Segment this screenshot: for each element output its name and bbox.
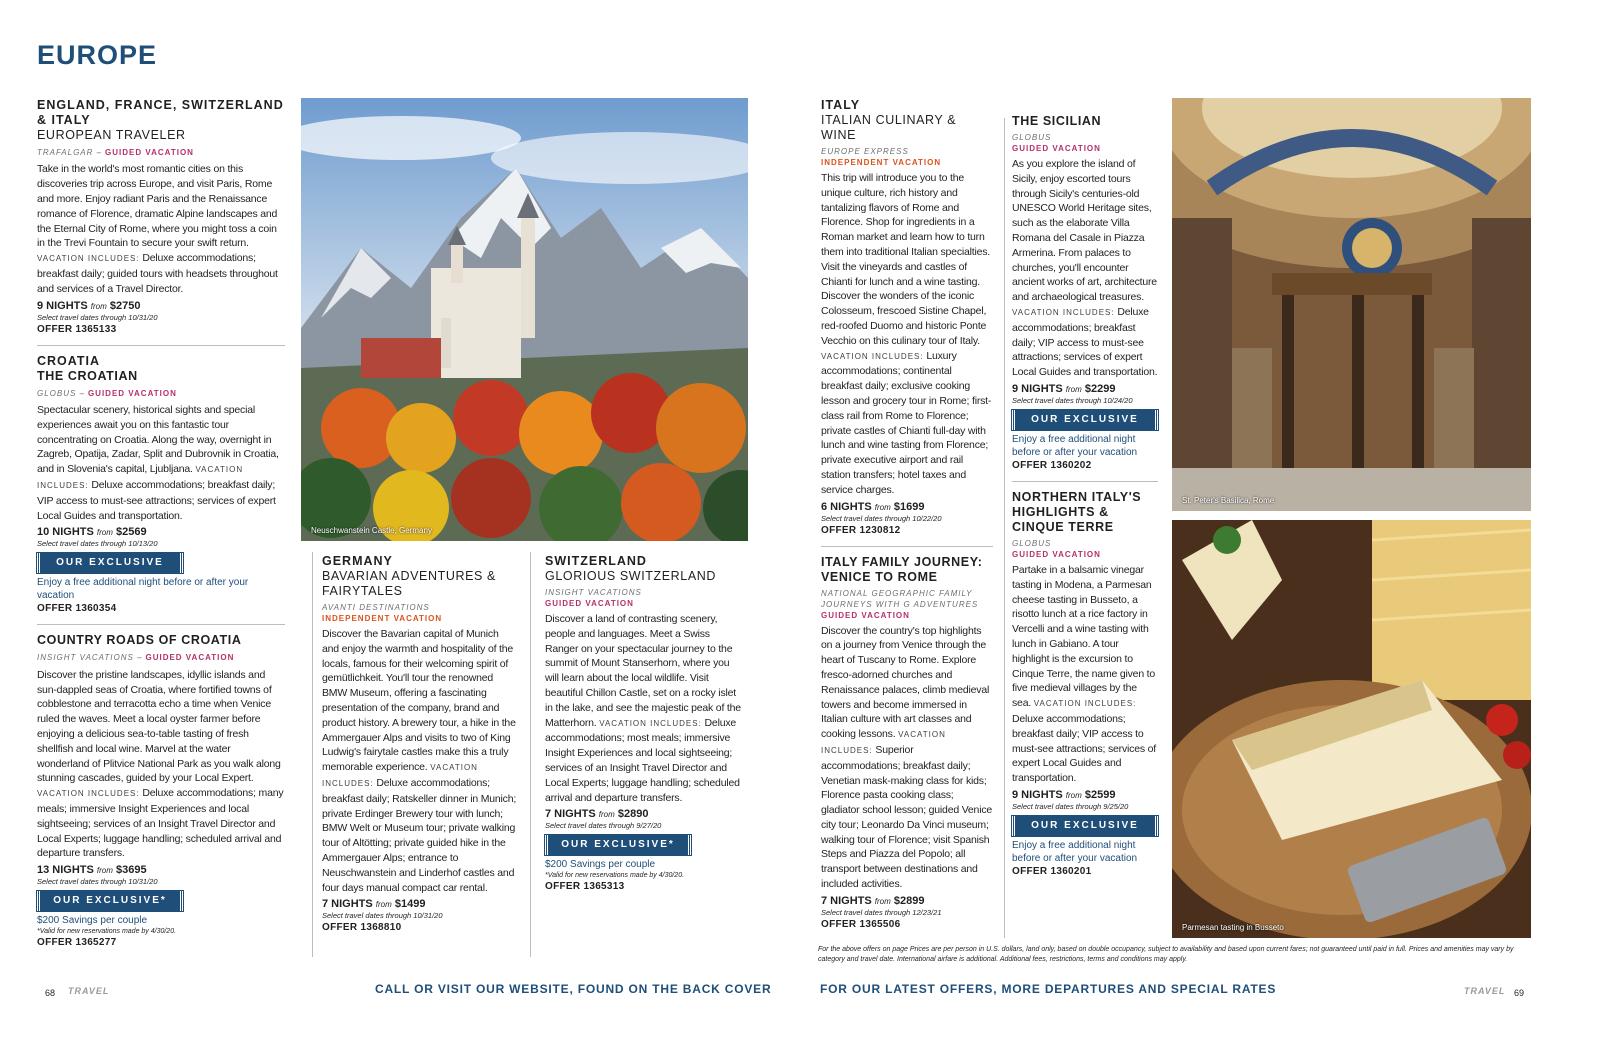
page-title: EUROPE xyxy=(37,40,158,70)
includes-label: VACATION INCLUDES: xyxy=(1012,307,1115,317)
page-number-left: 68 xyxy=(45,988,56,998)
footer-right: FOR OUR LATEST OFFERS, MORE DEPARTURES AND SPECIAL RATES xyxy=(820,982,1277,996)
includes-label: VACATION INCLUDES: xyxy=(599,718,702,728)
column-divider xyxy=(1004,118,1005,938)
footer-left: CALL OR VISIT OUR WEBSITE, FOUND ON THE BACK COVER xyxy=(375,982,772,996)
column-italy xyxy=(821,98,993,948)
column-sicily xyxy=(1012,114,1158,895)
from-label: from xyxy=(874,502,891,512)
cheese-illustration xyxy=(1172,520,1531,938)
includes-label: VACATION INCLUDES: xyxy=(37,789,140,799)
exclusive-note: $200 Savings per couple xyxy=(545,859,656,871)
offer-number: OFFER 1360354 xyxy=(37,603,117,615)
vacation-type: GUIDED VACATION xyxy=(821,610,910,620)
tour-name: THE SICILIAN xyxy=(1012,114,1102,128)
our-exclusive-badge: OUR EXCLUSIVE* xyxy=(545,835,691,855)
nights: 13 NIGHTS xyxy=(37,864,94,877)
vacation-type: GUIDED VACATION xyxy=(145,653,235,663)
description: Discover the country's top highlights on a journey from Venice through the heart of Tuscany to Rome. Explore fresco-adorned churches and Renaissance palaces, climb medieval towers and become immersed in Italian culture with art classes and cooking lessons. xyxy=(821,624,990,741)
tour-name: EUROPEAN TRAVELER xyxy=(37,128,186,142)
photo-caption: St. Peter's Basilica, Rome xyxy=(1182,496,1275,505)
operator: AVANTI DESTINATIONS xyxy=(322,603,430,612)
from-label: from xyxy=(375,900,392,910)
operator: EUROPE EXPRESS xyxy=(821,147,909,156)
our-exclusive-badge: OUR EXCLUSIVE* xyxy=(37,891,183,911)
from-label: from xyxy=(96,528,113,538)
offer-bavarian-adventures xyxy=(322,554,518,943)
exclusive-note: Enjoy a free additional night before or after your vacation xyxy=(1012,839,1138,864)
exclusive-note: Enjoy a free additional night before or after your vacation xyxy=(1012,433,1138,458)
travel-dates: Select travel dates through 10/24/20 xyxy=(1012,395,1133,405)
includes-label: VACATION INCLUDES: xyxy=(821,730,946,755)
travel-dates: Select travel dates through 9/27/20 xyxy=(545,821,662,831)
magazine-name-right: TRAVEL xyxy=(1464,986,1506,996)
includes: Deluxe accommodations; breakfast daily; Ratskeller dinner in Munich; private Erdinger Brewery tour with lunch; BMW Welt or Museum tour; private walking tour of Altötting; private guided hike in the Ammergauer Alps; entrance to Neuschwanstein and Linderhof castles and four days manual compact car rental. xyxy=(322,776,517,894)
fine-print: *Valid for new reservations made by 4/30/20. xyxy=(545,872,685,880)
castle-illustration xyxy=(301,98,748,541)
price: $2599 xyxy=(1084,788,1116,801)
operator: GLOBUS – xyxy=(37,388,86,398)
includes: Deluxe accommodations; breakfast daily; guided tours with headsets throughout and services of a Travel Director. xyxy=(37,252,278,295)
from-label: from xyxy=(598,810,615,820)
cheese-photo xyxy=(1172,520,1531,938)
column-divider xyxy=(530,552,531,957)
from-label: from xyxy=(96,866,113,876)
offer-number: OFFER 1365506 xyxy=(821,918,901,930)
offer-number: OFFER 1365133 xyxy=(37,323,117,335)
vacation-type: GUIDED VACATION xyxy=(1012,144,1101,153)
offer-country-roads-of-croatia xyxy=(37,633,285,958)
price: $2569 xyxy=(115,526,147,539)
operator: GLOBUS xyxy=(1012,133,1052,142)
column-divider xyxy=(312,552,313,957)
travel-dates: Select travel dates through 10/31/20 xyxy=(37,312,158,322)
nights: 7 NIGHTS xyxy=(545,808,596,821)
photo-caption: Neuschwanstein Castle, Germany xyxy=(311,526,432,535)
travel-dates: Select travel dates through 10/31/20 xyxy=(37,877,158,887)
offer-the-sicilian xyxy=(1012,114,1158,482)
tour-name: COUNTRY ROADS OF CROATIA xyxy=(37,633,242,648)
magazine-name-left: TRAVEL xyxy=(68,986,110,996)
photo-caption: Parmesan tasting in Busseto xyxy=(1182,923,1284,932)
our-exclusive-badge: OUR EXCLUSIVE xyxy=(1012,816,1158,836)
description: Discover the pristine landscapes, idyllic islands and sun-dappled seas of Croatia, where fortified towns of cobblestone and terracotta echo a time when Venice ruled the waves. Meet a local oyster farmer before enjoying a delicious sea-to-table tasting of fresh shellfish and local wine. Marvel at the water wonderland of Plitvice National Park as you walk along stunning cascades, guided by your Local Expert. xyxy=(37,668,281,785)
column-germany xyxy=(322,554,518,951)
castle-photo xyxy=(301,98,748,541)
price: $2750 xyxy=(109,299,141,312)
description: Partake in a balsamic vinegar tasting in Modena, a Parmesan cheese tasting in Busseto, a risotto lunch at a rice factory in Vercelli and a wine tasting with lunch in Gabiano. A tour highlight is the excursion to Cinque Terre, the name given to five medieval villages by the sea. xyxy=(1012,563,1156,710)
offer-the-croatian xyxy=(37,354,285,626)
vacation-type: GUIDED VACATION xyxy=(105,148,194,157)
nights: 7 NIGHTS xyxy=(322,898,373,911)
operator: TRAFALGAR – xyxy=(37,148,103,157)
destination: CROATIA xyxy=(37,353,101,368)
destination: ENGLAND, FRANCE, SWITZERLAND & ITALY xyxy=(37,98,284,127)
includes-label: VACATION INCLUDES: xyxy=(37,465,244,490)
description: Discover the Bavarian capital of Munich and enjoy the warmth and hospitality of the locals, famous for their welcoming spirit of gemütlichkeit. You'll tour the renowned BMW Museum, offering a fascinating presentation of the company, brand and product history. A brewery tour, a hike in the Ammergauer Alps and visits to two of King Ludwig's fairytale castles make this a truly memorable experience. xyxy=(322,628,516,774)
vacation-type: INDEPENDENT VACATION xyxy=(322,614,443,623)
vacation-type: GUIDED VACATION xyxy=(1012,549,1101,559)
travel-dates: Select travel dates through 10/31/20 xyxy=(322,911,443,921)
nights: 10 NIGHTS xyxy=(37,526,94,539)
price: $2890 xyxy=(617,808,649,821)
exclusive-note: Enjoy a free additional night before or after your vacation xyxy=(37,577,249,602)
operator: GLOBUS xyxy=(1012,538,1052,548)
from-label: from xyxy=(90,301,107,311)
includes-label: VACATION INCLUDES: xyxy=(322,763,478,788)
price: $3695 xyxy=(115,864,147,877)
our-exclusive-badge: OUR EXCLUSIVE xyxy=(1012,410,1158,430)
nights: 9 NIGHTS xyxy=(37,299,88,312)
tour-name: ITALY FAMILY JOURNEY: VENICE TO ROME xyxy=(821,554,983,584)
tour-name: NORTHERN ITALY'S HIGHLIGHTS & CINQUE TERRE xyxy=(1012,489,1142,534)
includes: Deluxe accommodations; breakfast daily; VIP access to must-see attractions; services of expert Local Guides and transportation. xyxy=(1012,712,1156,785)
operator: INSIGHT VACATIONS – xyxy=(37,653,143,663)
from-label: from xyxy=(1065,790,1082,800)
offer-number: OFFER 1360202 xyxy=(1012,459,1092,471)
travel-dates: Select travel dates through 10/22/20 xyxy=(821,513,942,523)
nights: 9 NIGHTS xyxy=(1012,788,1063,801)
price: $2299 xyxy=(1084,382,1116,395)
includes: Deluxe accommodations; many meals; immersive Insight Experiences and local sightseeing; services of an Insight Travel Director and Local Experts; luggage handling; scheduled arrival and departure transfers. xyxy=(37,787,284,860)
offer-number: OFFER 1368810 xyxy=(322,922,402,934)
description: Take in the world's most romantic cities on this discoveries trip across Europe, and visit Paris, Rome and more. Enjoy radiant Paris and the Renaissance romance of Florence, dramatic Alpine landscapes and the Eternal City of Rome, where you might toss a coin in the Trevi Fountain to secure your swift return. xyxy=(37,163,278,250)
includes-label: VACATION INCLUDES: xyxy=(1033,699,1137,709)
includes: Luxury accommodations; continental breakfast daily; exclusive cooking lesson and grocery tour in Rome; first-class rail from Rome to Florence; private castles of Chianti full-day with lunch and wine tasting from Florence; private executive airport and rail station transfers; hotel taxes and service charges. xyxy=(821,349,992,496)
offer-number: OFFER 1365277 xyxy=(37,937,117,949)
price: $1699 xyxy=(893,500,925,513)
column-switzerland xyxy=(545,554,741,910)
description: Spectacular scenery, historical sights and special experiences await you on this fantastic tour concentrating on Croatia. Along the way, overnight in Zagreb, Opatija, Zadar, Split and Dubrovnik in Croatia, and in Slovenia's capital, Ljubljana. xyxy=(37,403,279,476)
tour-name: GLORIOUS SWITZERLAND xyxy=(545,569,717,583)
tour-name: ITALIAN CULINARY & WINE xyxy=(821,113,957,142)
nights: 6 NIGHTS xyxy=(821,500,872,513)
travel-dates: Select travel dates through 9/25/20 xyxy=(1012,801,1129,811)
offer-number: OFFER 1230812 xyxy=(821,524,901,536)
operator: NATIONAL GEOGRAPHIC FAMILY JOURNEYS WITH G ADVENTURES xyxy=(821,588,979,609)
includes: Deluxe accommodations; most meals; immersive Insight Experiences and local sightseeing; services of an Insight Travel Director and Local Experts; luggage handling; scheduled arrival and departure transfers. xyxy=(545,716,740,804)
offer-number: OFFER 1365313 xyxy=(545,881,625,893)
operator: INSIGHT VACATIONS xyxy=(545,588,642,597)
travel-dates: Select travel dates through 10/13/20 xyxy=(37,539,158,549)
vacation-type: GUIDED VACATION xyxy=(87,388,177,398)
includes-label: VACATION INCLUDES: xyxy=(37,254,140,264)
disclaimer: For the above offers on page Prices are per person in U.S. dollars, land only, based on double occupancy, subject to availability and based upon current fares; not guaranteed until paid in full. Prices and amenities may vary by category and travel date. International airfare is additional. Additional fees, restrictions, terms and conditions may apply. xyxy=(818,946,1514,963)
basilica-photo xyxy=(1172,98,1531,511)
nights: 7 NIGHTS xyxy=(821,894,872,907)
basilica-illustration xyxy=(1172,98,1531,511)
includes-label: VACATION INCLUDES: xyxy=(821,351,924,361)
destination: GERMANY xyxy=(322,554,393,568)
offer-northern-italy-cinque-terre xyxy=(1012,490,1158,887)
includes: Deluxe accommodations; breakfast daily; VIP access to must-see attractions; services of expert Local Guides and transportation. xyxy=(37,478,276,522)
offer-italy-family-journey xyxy=(821,555,993,940)
offer-glorious-switzerland xyxy=(545,554,741,902)
page-number-right: 69 xyxy=(1514,988,1525,998)
our-exclusive-badge: OUR EXCLUSIVE xyxy=(37,553,183,573)
from-label: from xyxy=(874,896,891,906)
offer-number: OFFER 1360201 xyxy=(1012,865,1092,877)
offer-european-traveler xyxy=(37,98,285,346)
price: $1499 xyxy=(394,898,426,911)
offer-italian-culinary-wine xyxy=(821,98,993,547)
fine-print: *Valid for new reservations made by 4/30/20. xyxy=(37,928,177,936)
vacation-type: INDEPENDENT VACATION xyxy=(821,158,942,167)
column-left xyxy=(37,98,285,966)
destination: SWITZERLAND xyxy=(545,554,647,568)
includes: Superior accommodations; breakfast daily; Venetian mask-making class for kids; Florence pasta cooking class; gladiator school lesson; guided Venice city tour; Leonardo Da Vinci museum; walking tour of Florence; visit Spanish Steps and Piazza del Popolo; all transport between destinations and included activities. xyxy=(821,743,993,891)
tour-name: BAVARIAN ADVENTURES & FAIRYTALES xyxy=(322,569,496,598)
exclusive-note: $200 Savings per couple xyxy=(37,915,148,927)
includes: Deluxe accommodations; breakfast daily; VIP access to must-see attractions; services of expert Local Guides and transportation. xyxy=(1012,305,1158,379)
travel-dates: Select travel dates through 12/23/21 xyxy=(821,907,942,917)
vacation-type: GUIDED VACATION xyxy=(545,599,634,608)
description: Discover a land of contrasting scenery, people and languages. Meet a Swiss Ranger on your spectacular journey to the summit of Mount Stanserhorn, where you will learn about the local wildlife. Visit beautiful Chillon Castle, set on a rocky islet in the lake, and see the majestic peak of the Matterhorn. xyxy=(545,613,741,729)
destination: ITALY xyxy=(821,98,861,112)
price: $2899 xyxy=(893,894,925,907)
description: As you explore the island of Sicily, enjoy escorted tours through Sicily's centuries-old UNESCO World Heritage sites, such as the elaborate Villa Romana del Casale in Piazza Armerina. From palaces to churches, you'll encounter ancient works of art, architecture and archaeological treasures. xyxy=(1012,158,1157,304)
from-label: from xyxy=(1065,384,1082,394)
nights: 9 NIGHTS xyxy=(1012,382,1063,395)
tour-name: THE CROATIAN xyxy=(37,368,138,383)
description: This trip will introduce you to the unique culture, rich history and tantalizing flavors of Rome and Florence. Shop for ingredients in a Roman market and learn how to turn them into traditional Italian specialties. Visit the vineyards and castles of Chianti for lunch and a wine tasting. Discover the wonders of the iconic Colosseum, frescoed Sistine Chapel, red-roofed Duomo and historic Ponte Vecchio on this culinary tour of Italy. xyxy=(821,172,991,347)
